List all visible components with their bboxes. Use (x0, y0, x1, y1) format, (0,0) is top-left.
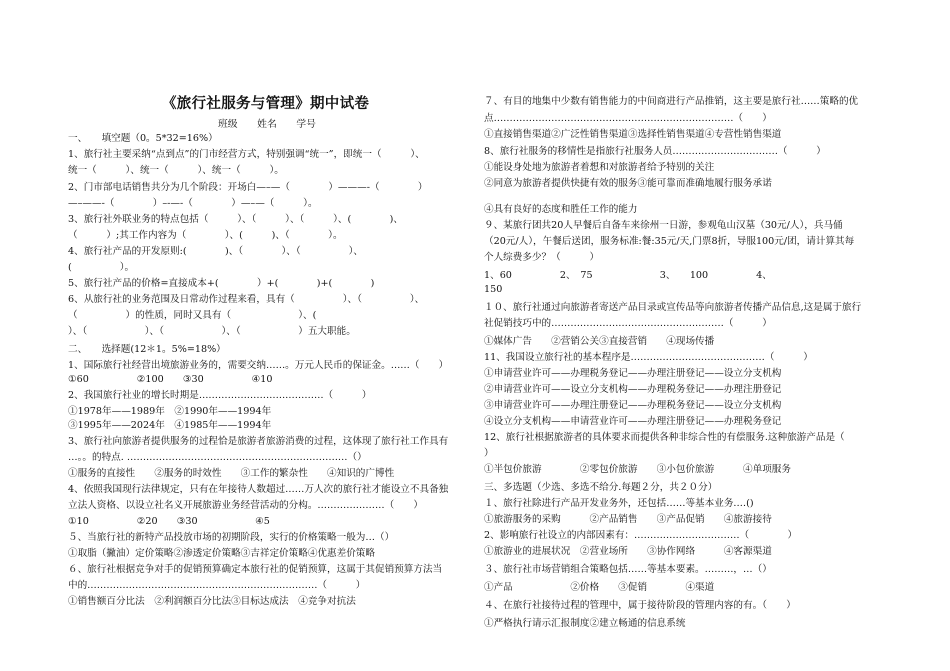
left-text-line: 4、依照我国现行法律规定，只有在年接待人数超过……万人次的旅行社才能设立不具备独 (68, 484, 449, 495)
left-text-line: 3、旅行社外联业务的特点包括（ ）、（ ）、（ ）、( )、 (68, 214, 403, 225)
left-text-line: 中的………………………………………………………………（ ） (68, 580, 366, 591)
right-text-line: 150 (484, 284, 503, 295)
right-text-line: （20元/人），午餐后送团，服务标准:餐:35元/天,门票8折，导服100元/团，请计算其每 (484, 236, 855, 247)
right-text-line: 2、影响旅行社设立的内部因素有：……………………………（ ） (484, 530, 798, 541)
right-text-line: １、旅行社除进行产品开发业务外，还包括……等基本业务.…() (484, 498, 754, 509)
left-text-line: 1、旅行社主要采纳“点到点”的门市经营方式，特别强调“统一”，即统一（ ）、 (68, 149, 425, 160)
right-text-line: ①旅游业的进展状况 ②营业场所 ③协作网络 ④客源渠道 (484, 546, 772, 557)
left-text-line: ( ）。 (68, 262, 135, 273)
right-text-line: 1、60 2、 75 3、 100 4、 (484, 270, 772, 281)
right-text-line: ①旅游服务的采购 ②产品销售 ③产品促销 ④旅游接待 (484, 514, 772, 525)
right-text-line: ４、在旅行社接待过程的管理中，属于接待阶段的管理内容的有。（ ） (484, 600, 796, 611)
left-text-line: 3、旅行社向旅游者提供服务的过程恰是旅游者旅游消费的过程，这体现了旅行社工作具有 (68, 436, 449, 447)
student-info-line: 班级 姓名 学号 (218, 119, 316, 130)
right-text-line: ９、某旅行团共20人早餐后自备车来徐州一日游，参观龟山汉墓（30元/人），兵马俑 (484, 220, 843, 231)
right-text-line: 11、我国设立旅行社的基本程序是……………………………………（ ） (484, 352, 813, 363)
right-text-line: 个人综费多少？（ ） (484, 252, 600, 263)
right-text-line: ①半包价旅游 ②零包价旅游 ③小包价旅游 ④单项服务 (484, 464, 791, 475)
left-text-line: （ ）;其工作内容为（ ）、( )、（ ）。 (68, 230, 343, 241)
right-text-line: ②申请营业许可——设立分支机构——办理税务登记——办理注册登记 (484, 384, 782, 395)
left-text-line: ）、（ ）、（ ）、（ ）五大职能。 (68, 326, 356, 337)
left-text-line: ①取脂（撇油）定价策略②渗透定价策略③吉祥定价策略④优惠差价策略 (68, 548, 375, 559)
left-text-line: —–——-（ ）–-—-（ ）—–—（ ）。 (68, 198, 318, 209)
left-text-line: ①10 ②20 ③30 ④5 (68, 516, 270, 527)
left-text-line: 4、旅行社产品的开发原则:( )、（ ）、（ ）、 (68, 246, 364, 257)
right-text-line: 12、旅行社根据旅游者的具体要求而提供各种非综合性的有偿服务.这种旅游产品是（ (484, 432, 845, 443)
left-text-line: 立法人资格、以设立社名义开展旅游业务经营活动的分构。…………………（ ） (68, 500, 423, 511)
right-text-line: ①能设身处地为旅游者着想和对旅游者给予特别的关注 (484, 162, 715, 173)
right-text-line: ①媒体广告 ②营销公关③直接营销 ④现场传播 (484, 336, 715, 347)
left-text-line: ①销售额百分比法 ②利润额百分比法③目标达成法 ④竞争对抗法 (68, 596, 356, 607)
left-text-line: ５、当旅行社的新特产品投放市场的初期阶段，实行的价格策略一般为…（） (68, 532, 395, 543)
left-text-line: 6、从旅行社的业务范围及日常动作过程来看，具有（ ）、（ ）、 (68, 294, 425, 305)
left-text-line: ６、旅行社根据竞争对手的促销预算确定本旅行社的促销预算，这属于其促销预算方法当 (68, 564, 443, 575)
left-text-line: 2、我国旅行社业的增长时期是…………………………………（ ） (68, 390, 372, 401)
right-text-line: ①产品 ②价格 ③促销 ④渠道 (484, 582, 715, 593)
left-text-line: 二、 选择题(12＊1。5%=18%） (68, 344, 226, 355)
right-text-line: １０、旅行社通过向旅游者寄送产品目录或宣传品等向旅游者传播产品信息,这是属于旅行 (484, 302, 862, 313)
left-text-line: …。。的特点. ……………………………………………………………（） (68, 452, 367, 463)
right-text-line: ①直接销售渠道②广泛性销售渠道③选择性销售渠道④专营性销售渠道 (484, 129, 782, 140)
left-text-line: ③1995年——2024年 ④1985年——1994年 (68, 420, 272, 431)
exam-title: 《旅行社服务与管理》期中试卷 (162, 95, 370, 112)
left-text-line: （ ）的性质，同时又具有（ ）、( (68, 310, 317, 321)
right-text-line: 社促销技巧中的………………………………………………（ ） (484, 318, 772, 329)
right-text-line: 三、多选题（少选、多选不给分.每题２分，共２０分） (484, 482, 718, 493)
right-text-line: ） (484, 448, 494, 459)
left-text-line: 一、 填空题（0。5*32=16%） (68, 133, 218, 144)
left-text-line: 1、国际旅行社经营出境旅游业务的，需要交纳……。万元人民币的保证金。……（ ） (68, 360, 449, 371)
right-text-line: ７、有目的地集中少数有销售能力的中间商进行产品推销，这主要是旅行社……策略的优 (484, 96, 859, 107)
right-text-line: ３、旅行社市场营销组合策略包括……等基本要素。………，…（） (484, 564, 772, 575)
right-text-line: ③申请营业许可——办理注册登记——办理税务登记——设立分支机构 (484, 400, 782, 411)
left-text-line: 统一（ ）、统一（ ）、统一（ ）。 (68, 165, 284, 176)
right-text-line: ④设立分支机构——申请营业许可——办理注册登记——办理税务登记 (484, 416, 782, 427)
left-text-line: ①60 ②100 ③30 ④10 (68, 374, 273, 385)
right-text-line: ④具有良好的态度和胜任工作的能力 (484, 204, 638, 215)
right-text-line: 点…………………………………………………………………（ ） (484, 113, 772, 124)
left-text-line: ①1978年——1989年 ②1990年——1994年 (68, 406, 272, 417)
left-text-line: 2、门市部电话销售共分为几个阶段：开场白—–—（ ）———-（ ） (68, 182, 428, 193)
left-text-line: 5、旅行社产品的价格=直接成本+( ）+( )+( ) (68, 278, 375, 289)
right-text-line: 8、旅行社服务的移情性是指旅行社服务人员……………………………（ ） (484, 146, 826, 157)
right-text-line: ②同意为旅游者提供快捷有效的服务③能可靠而准确地履行服务承诺 (484, 178, 772, 189)
right-text-line: ①严格执行请示汇报制度②建立畅通的信息系统 (484, 618, 686, 629)
right-text-line: ①申请营业许可——办理税务登记——办理注册登记——设立分支机构 (484, 368, 782, 379)
left-text-line: ①服务的直接性 ②服务的时效性 ③工作的繁杂性 ④知识的广博性 (68, 468, 395, 479)
